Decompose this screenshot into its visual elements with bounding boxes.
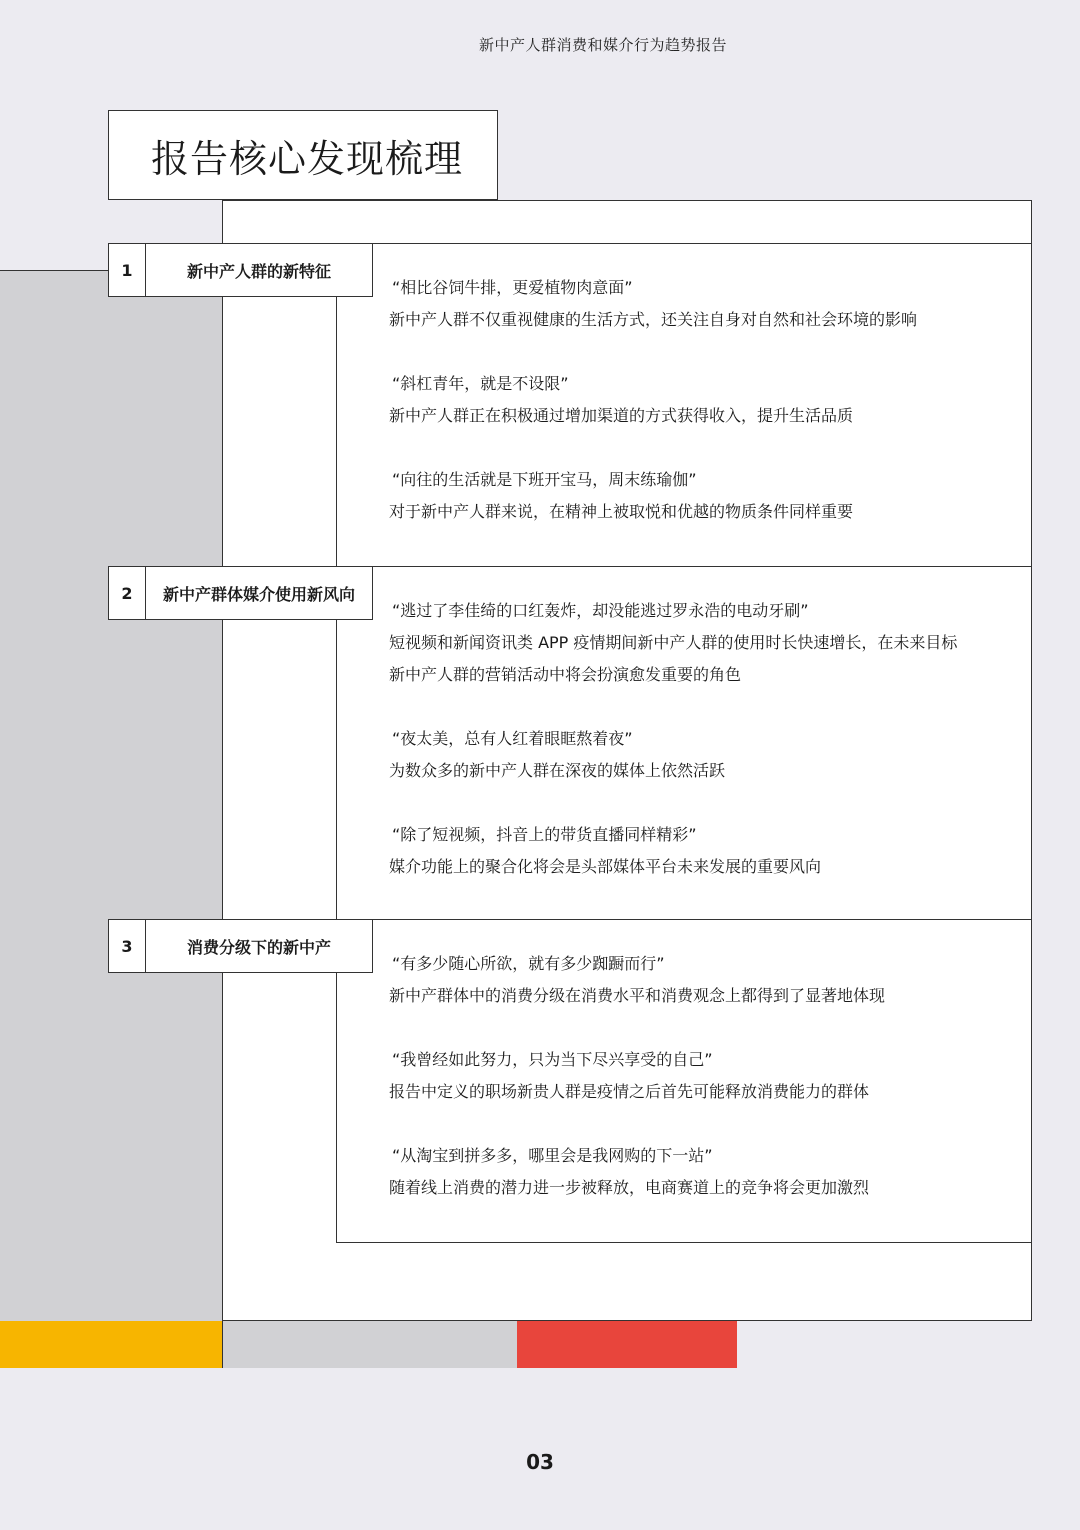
gray-color-bar bbox=[222, 1321, 518, 1368]
section-1-label: 新中产人群的新特征 bbox=[145, 243, 373, 297]
section-2-number: 2 bbox=[108, 566, 146, 620]
section-1-items bbox=[389, 272, 917, 560]
list-item bbox=[389, 723, 957, 787]
item-quote: “有多少随心所欲，就有多少踟蹰而行” bbox=[392, 954, 665, 973]
section-3-number: 3 bbox=[108, 919, 146, 973]
page-title: 报告核心发现梳理 bbox=[108, 110, 498, 200]
item-quote: “夜太美，总有人红着眼眶熬着夜” bbox=[392, 729, 633, 748]
list-item bbox=[389, 464, 917, 528]
left-gray-block bbox=[0, 270, 223, 1321]
list-item bbox=[389, 948, 885, 1012]
red-color-bar bbox=[517, 1321, 737, 1368]
section-2-items bbox=[389, 595, 957, 915]
section-2-label: 新中产群体媒介使用新风向 bbox=[145, 566, 373, 620]
yellow-color-bar bbox=[0, 1321, 223, 1368]
page-number: 03 bbox=[526, 1450, 554, 1474]
item-desc: 短视频和新闻资讯类 APP 疫情期间新中产人群的使用时长快速增长，在未来目标 bbox=[389, 633, 958, 652]
item-quote: “逃过了李佳绮的口红轰炸，却没能逃过罗永浩的电动牙刷” bbox=[392, 601, 809, 620]
item-desc: 新中产人群不仅重视健康的生活方式，还关注自身对自然和社会环境的影响 bbox=[389, 310, 918, 329]
item-desc: 新中产群体中的消费分级在消费水平和消费观念上都得到了显著地体现 bbox=[389, 986, 886, 1005]
section-1-number: 1 bbox=[108, 243, 146, 297]
item-quote: “斜杠青年，就是不设限” bbox=[392, 374, 569, 393]
item-quote: “我曾经如此努力，只为当下尽兴享受的自己” bbox=[392, 1050, 713, 1069]
list-item bbox=[389, 1140, 885, 1204]
list-item bbox=[389, 1044, 885, 1108]
section-3-label: 消费分级下的新中产 bbox=[145, 919, 373, 973]
list-item bbox=[389, 819, 957, 883]
list-item bbox=[389, 368, 917, 432]
item-desc: 为数众多的新中产人群在深夜的媒体上依然活跃 bbox=[389, 761, 726, 780]
item-desc: 随着线上消费的潜力进一步被释放，电商赛道上的竞争将会更加激烈 bbox=[389, 1178, 870, 1197]
item-desc: 新中产人群正在积极通过增加渠道的方式获得收入，提升生活品质 bbox=[389, 406, 854, 425]
section-3-items bbox=[389, 948, 885, 1236]
item-desc: 报告中定义的职场新贵人群是疫情之后首先可能释放消费能力的群体 bbox=[389, 1082, 870, 1101]
list-item bbox=[389, 272, 917, 336]
item-desc: 新中产人群的营销活动中将会扮演愈发重要的角色 bbox=[389, 665, 742, 684]
item-desc: 媒介功能上的聚合化将会是头部媒体平台未来发展的重要风向 bbox=[389, 857, 822, 876]
header-title: 新中产人群消费和媒介行为趋势报告 bbox=[478, 36, 727, 54]
item-quote: “除了短视频，抖音上的带货直播同样精彩” bbox=[392, 825, 697, 844]
item-quote: “相比谷饲牛排，更爱植物肉意面” bbox=[392, 278, 633, 297]
list-item bbox=[389, 595, 957, 691]
item-quote: “向往的生活就是下班开宝马，周末练瑜伽” bbox=[392, 470, 697, 489]
item-quote: “从淘宝到拼多多，哪里会是我网购的下一站” bbox=[392, 1146, 713, 1165]
item-desc: 对于新中产人群来说，在精神上被取悦和优越的物质条件同样重要 bbox=[389, 502, 854, 521]
